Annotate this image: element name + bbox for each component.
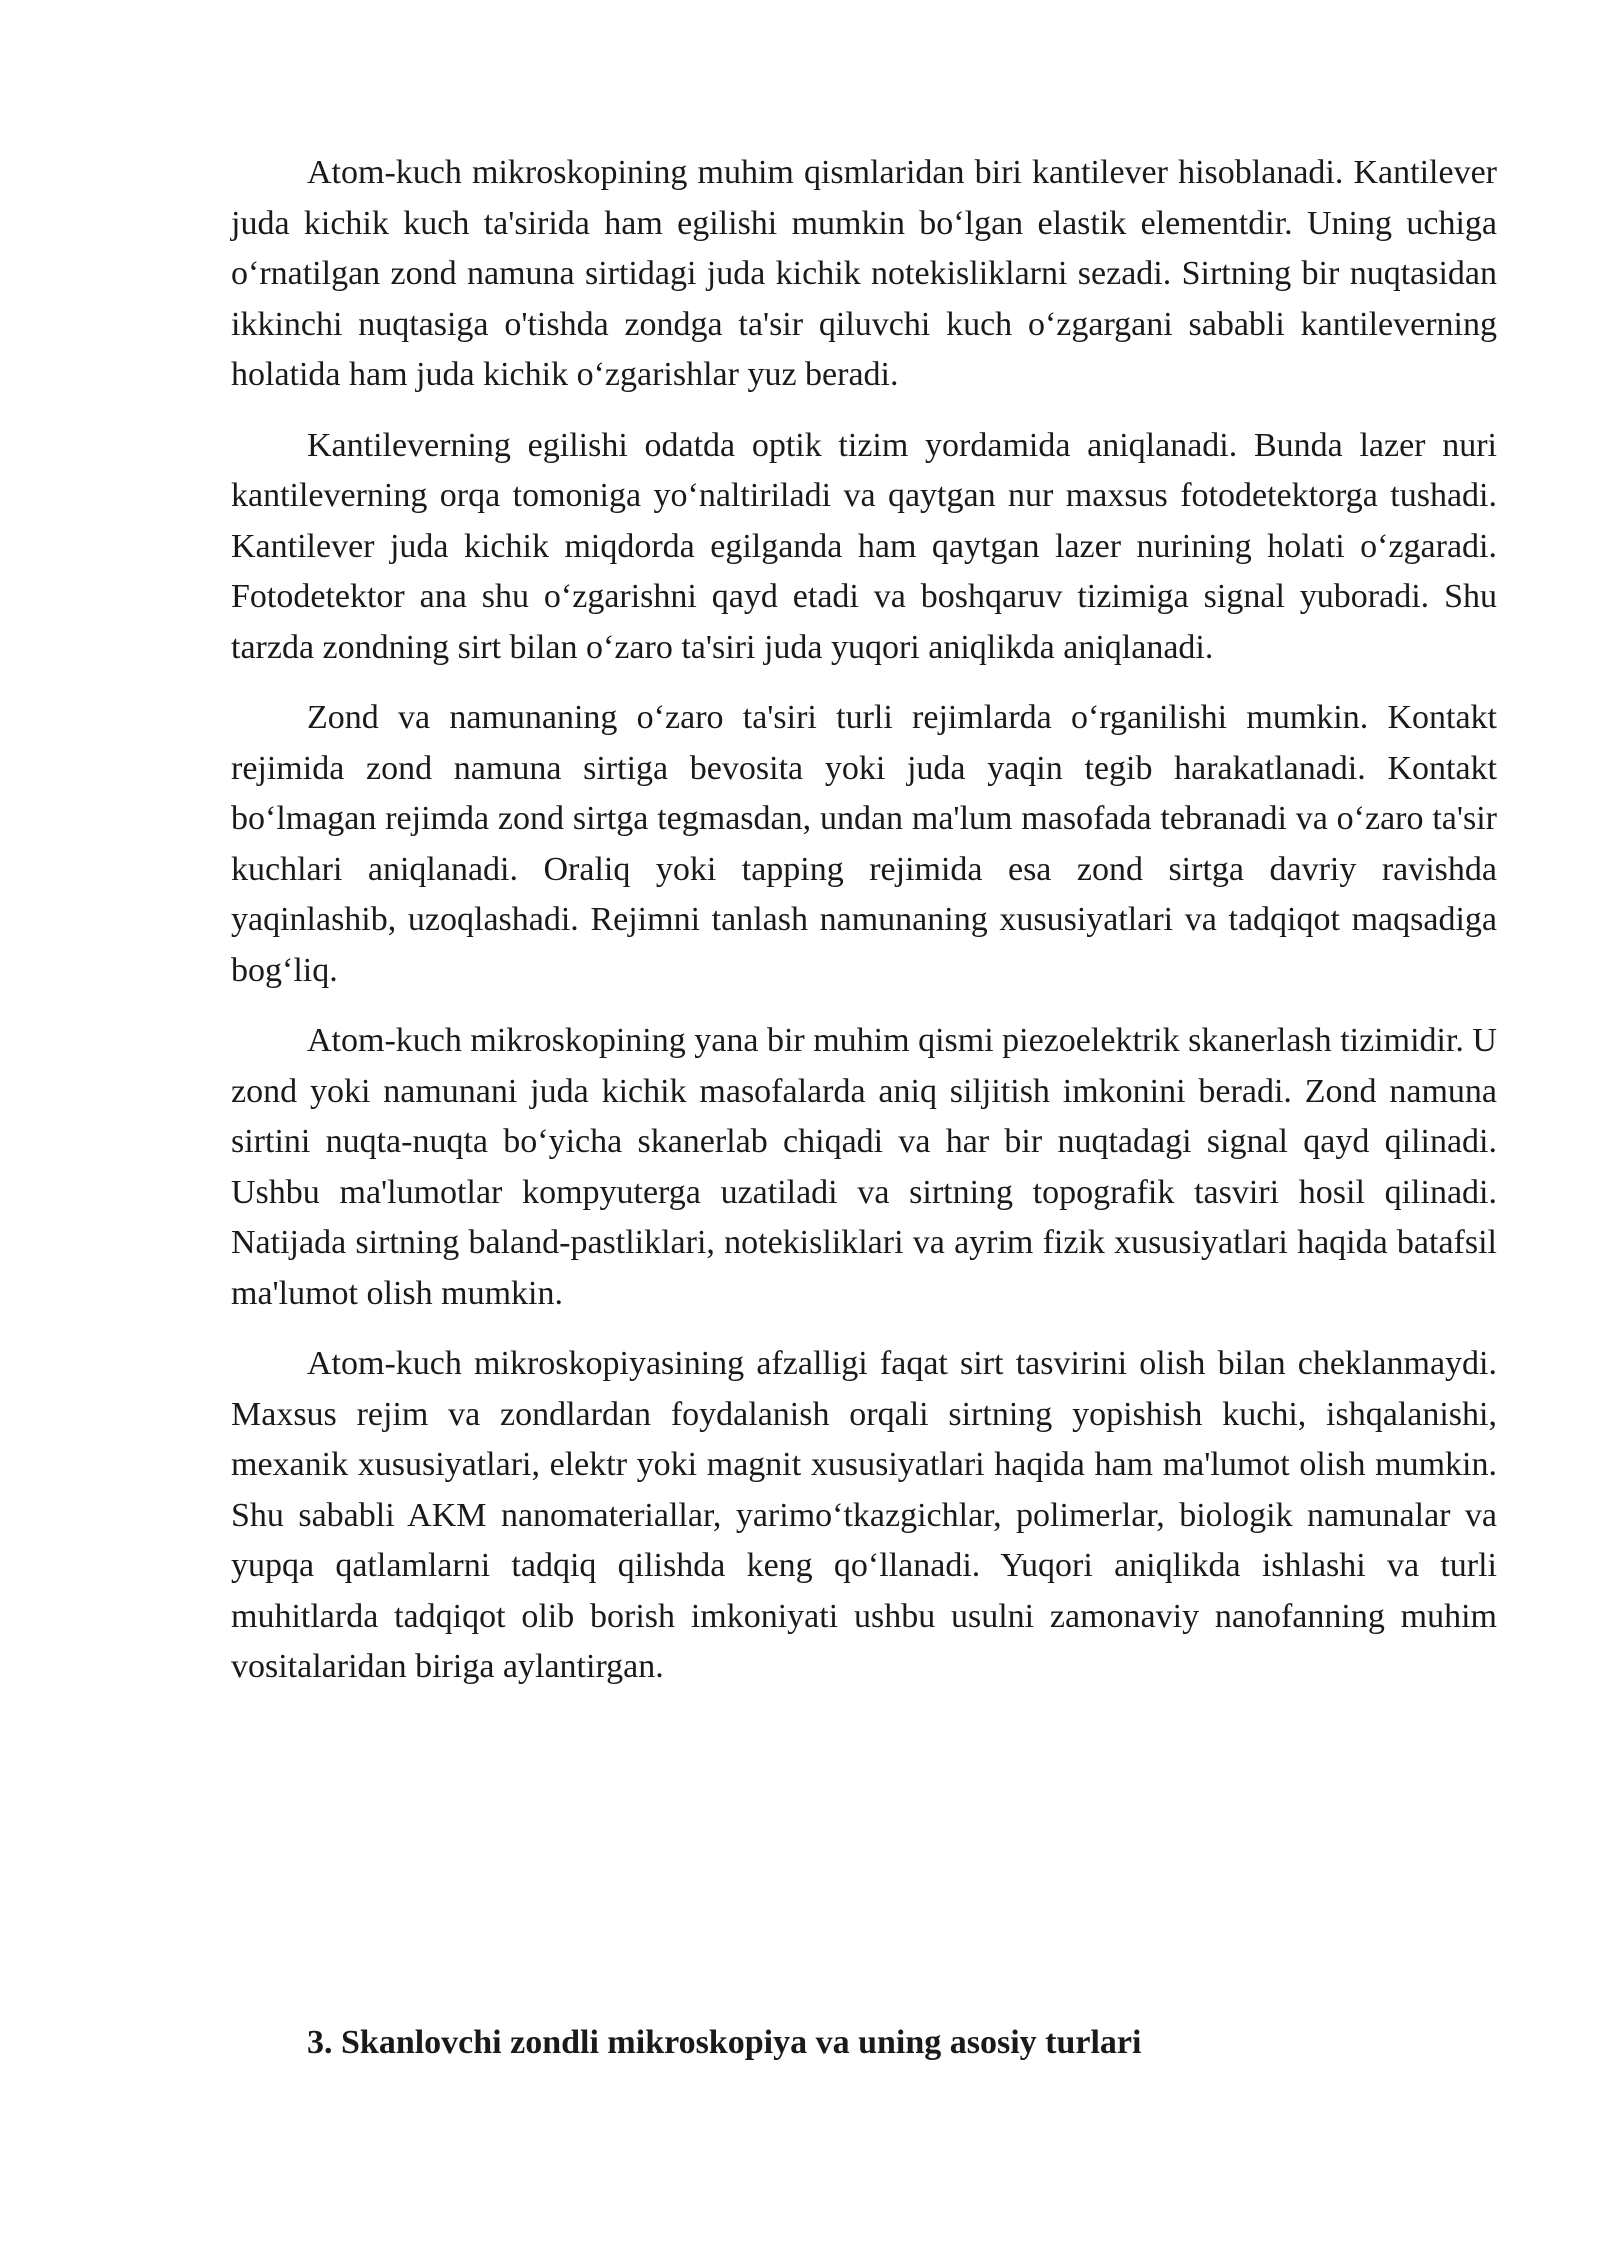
section-heading: 3. Skanlovchi zondli mikroskopiya va uning asosiy turlari: [307, 2024, 1142, 2061]
paragraph-cantilever: Atom-kuch mikroskopining muhim qismlaridan biri kantilever hisoblanadi. Kantilever juda kichik kuch ta'sirida ham egilishi mumkin bo‘lgan elastik elementdir. Uning uchiga o‘rnatilgan zond namuna sirtidagi juda kichik notekisliklarni sezadi. Sirtning bir nuqtasidan ikkinchi nuqtasiga o'tishda zondga ta'sir qiluvchi kuch o‘zgargani sababli kantileverning holatida ham juda kichik o‘zgarishlar yuz beradi.: [231, 154, 1497, 393]
paragraph-operating-modes: Zond va namunaning o‘zaro ta'siri turli rejimlarda o‘rganilishi mumkin. Kontakt rejimida zond namuna sirtiga bevosita yoki juda yaqin tegib harakatlanadi. Kontakt bo‘lmagan rejimda zond sirtga tegmasdan, undan ma'lum masofada tebranadi va o‘zaro ta'sir kuchlari aniqlanadi. Oraliq yoki tapping rejimida esa zond sirtga davriy ravishda yaqinlashib, uzoqlashadi. Rejimni tanlash namunaning xususiyatlari va tadqiqot maqsadiga bog‘liq.: [231, 699, 1497, 989]
body-text: [231, 148, 1497, 1713]
paragraph-piezo-scanner: Atom-kuch mikroskopining yana bir muhim qismi piezoelektrik skanerlash tizimidir. U zond yoki namunani juda kichik masofalarda aniq siljitish imkonini beradi. Zond namuna sirtini nuqta-nuqta bo‘yicha skanerlab chiqadi va har bir nuqtadagi signal qayd qilinadi. Ushbu ma'lumotlar kompyuterga uzatiladi va sirtning topografik tasviri hosil qilinadi. Natijada sirtning baland-pastliklari, notekisliklari va ayrim fizik xususiyatlari haqida batafsil ma'lumot olish mumkin.: [231, 1022, 1497, 1312]
paragraph-afm-advantages: Atom-kuch mikroskopiyasining afzalligi faqat sirt tasvirini olish bilan cheklanmaydi. Maxsus rejim va zondlardan foydalanish orqali sirtning yopishish kuchi, ishqalanishi, mexanik xususiyatlari, elektr yoki magnit xususiyatlari haqida ham ma'lumot olish mumkin. Shu sababli AKM nanomateriallar, yarimo‘tkazgichlar, polimerlar, biologik namunalar va yupqa qatlamlarni tadqiq qilishda keng qo‘llanadi. Yuqori aniqlikda ishlashi va turli muhitlarda tadqiqot olib borish imkoniyati ushbu usulni zamonaviy nanofanning muhim vositalaridan biriga aylantirgan.: [231, 1345, 1497, 1685]
paragraph-optical-detection: Kantileverning egilishi odatda optik tizim yordamida aniqlanadi. Bunda lazer nuri kantileverning orqa tomoniga yo‘naltiriladi va qaytgan nur maxsus fotodetektorga tushadi. Kantilever juda kichik miqdorda egilganda ham qaytgan lazer nurining holati o‘zgaradi. Fotodetektor ana shu o‘zgarishni qayd etadi va boshqaruv tizimiga signal yuboradi. Shu tarzda zondning sirt bilan o‘zaro ta'siri juda yuqori aniqlikda aniqlanadi.: [231, 426, 1497, 666]
